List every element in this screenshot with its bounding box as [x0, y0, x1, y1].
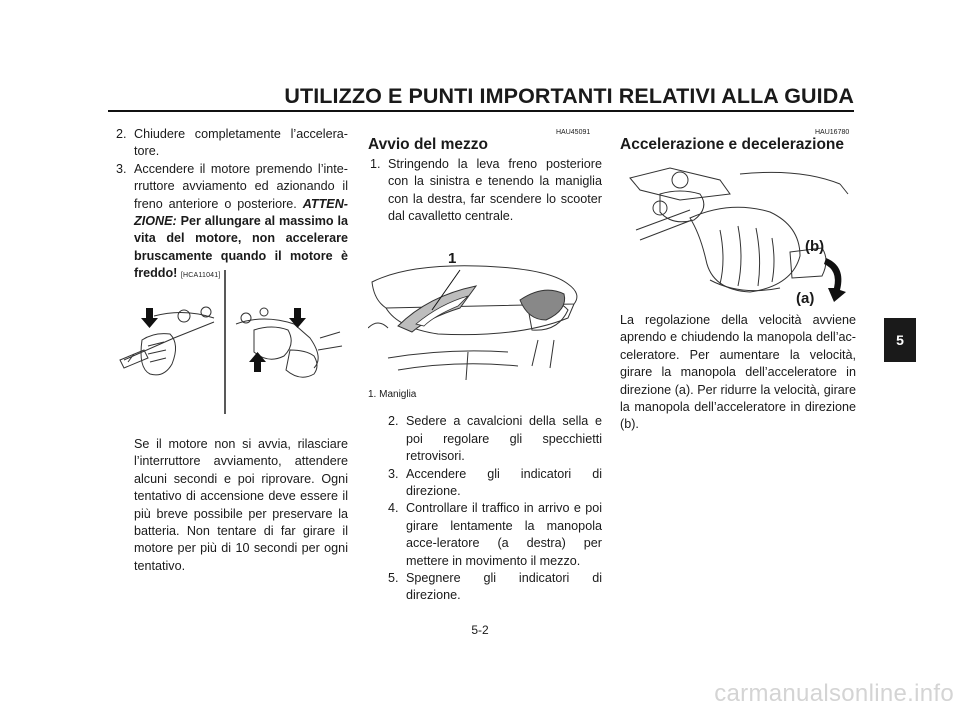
step-text: Stringendo la leva freno posteriore con la sinistra e tenendo la maniglia con la destra, far scendere lo scooter dal cavalletto centrale.	[388, 157, 602, 224]
step-number: 2.	[116, 127, 127, 141]
chapter-tab: 5	[884, 318, 916, 362]
left-column-bottom	[114, 436, 348, 575]
section-code: HAU16780	[815, 129, 850, 136]
step-number: 3.	[116, 161, 127, 176]
middle-column-bottom	[368, 386, 602, 605]
step-text: Controllare il traffico in arrivo e poi girare lentamente la manopola acce-leratore (a destra) per mettere in movimento il mezzo.	[406, 501, 602, 568]
watermark: carmanualsonline.info	[714, 680, 954, 707]
brake-start-illustration	[114, 268, 350, 416]
left-column	[114, 126, 348, 285]
step-3	[368, 466, 602, 501]
step-text: Chiudere completamente l’accelera-tore.	[134, 127, 348, 159]
step-number: 5.	[388, 571, 399, 586]
section-heading: Accelerazione e decelerazione	[620, 136, 845, 153]
right-column	[620, 136, 856, 154]
step-5	[368, 570, 602, 605]
step-2	[368, 413, 602, 465]
restart-paragraph: Se il motore non si avvia, rilasciare l’interruttore avviamento, attendere alcuni secondi e poi riprovare. Ogni tentativo di accensione deve essere il più breve possibile per preservare la batteria. Non tentare di far girare il motore per più di 10 secondi per ogni tentativo.	[134, 437, 348, 573]
warning-label: ATTEN-ZIONE:	[134, 196, 348, 229]
step-number: 1.	[370, 157, 381, 171]
step-3	[114, 161, 348, 285]
step-text: Sedere a cavalcioni della sella e poi regolare gli specchietti retrovisori.	[406, 414, 602, 464]
step-number: 3.	[388, 466, 399, 481]
warning-code: [HCA11041]	[180, 272, 221, 280]
step-number: 4.	[388, 501, 399, 516]
section-heading: Avvio del mezzo	[368, 136, 489, 153]
section-code: HAU45091	[556, 129, 591, 136]
throttle-label-a: (a)	[796, 290, 815, 307]
page-header-title: UTILIZZO E PUNTI IMPORTANTI RELATIVI ALLA GUIDA	[284, 84, 854, 108]
step-text: Accendere il motore premendo l’inte-rruttore avviamento ed azionando il freno anteriore o posteriore.	[134, 161, 348, 211]
middle-column	[368, 136, 602, 226]
page-number: 5-2	[471, 623, 489, 637]
right-column-bottom	[620, 312, 856, 434]
throttle-illustration	[620, 160, 856, 304]
step-4	[368, 500, 602, 570]
step-1	[368, 156, 602, 226]
speed-paragraph: La regolazione della velocità avviene aprendo e chiudendo la manopola dell’ac-celeratore. Per aumentare la velocità, girare la manopola dell’acceleratore in direzione (a). Per ridurre la velocità, girare la manopola dell’acceleratore in direzione (b).	[620, 313, 856, 432]
header-rule	[108, 110, 854, 112]
grab-handle-illustration	[368, 248, 602, 384]
figure-caption: 1. Maniglia	[368, 389, 417, 400]
step-2	[114, 126, 348, 161]
warning-text: Per allungare al massimo la vita del motore, non accelerare bruscamente quando il motore è freddo!	[134, 214, 348, 281]
throttle-label-b: (b)	[805, 238, 825, 255]
step-number: 2.	[388, 414, 399, 429]
handle-callout-number: 1	[448, 250, 457, 267]
step-text: Spegnere gli indicatori di direzione.	[406, 571, 602, 603]
step-text: Accendere gli indicatori di direzione.	[406, 466, 602, 499]
